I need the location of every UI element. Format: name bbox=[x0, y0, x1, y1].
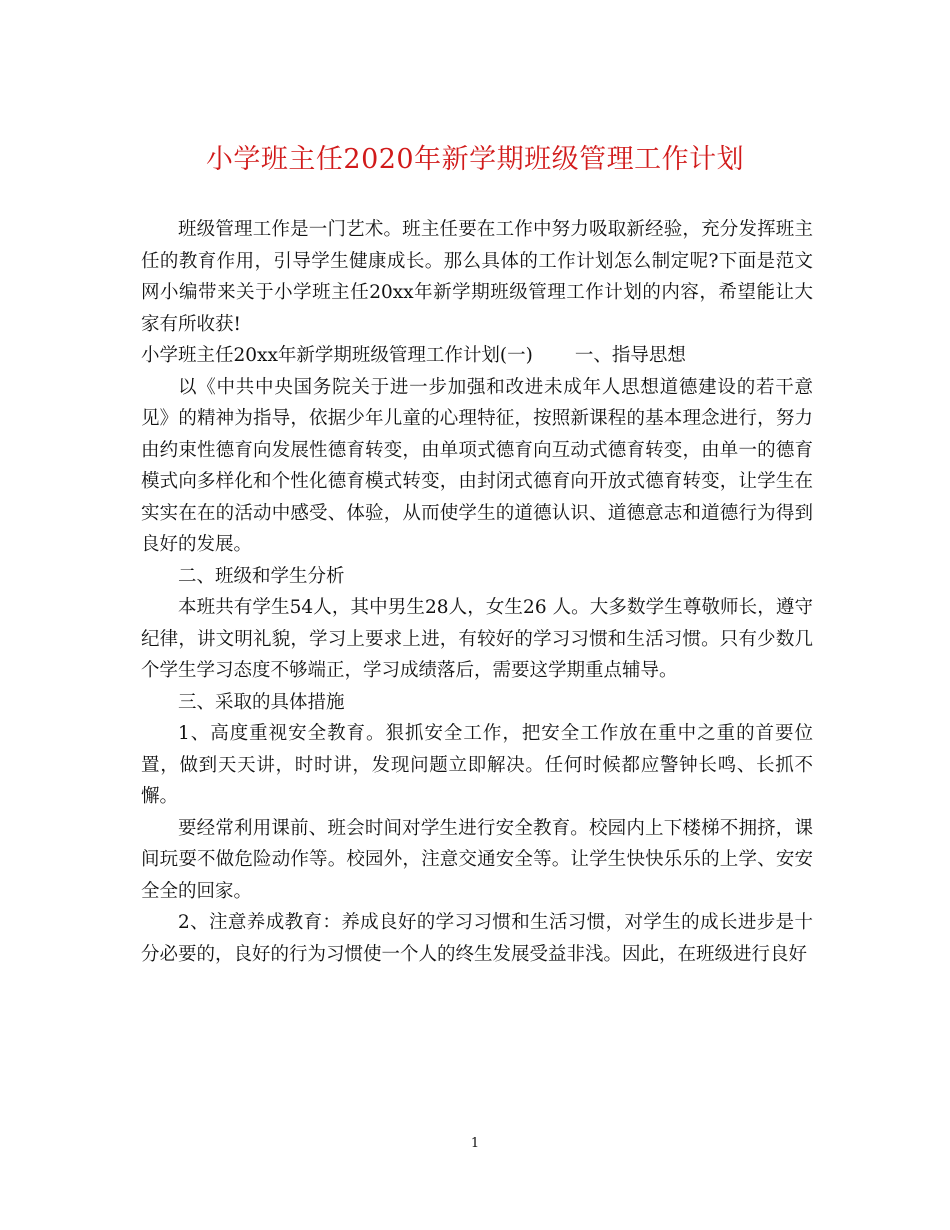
page-number: 1 bbox=[470, 1136, 480, 1151]
plan-heading-line bbox=[141, 340, 813, 372]
measure-item-2: 2、注意养成教育：养成良好的学习习惯和生活习惯，对学生的成长进步是十分必要的，良好的行为习惯使一个人的终生发展受益非浅。因此，在班级进行良好 bbox=[141, 912, 813, 965]
measure-item-1: 1、高度重视安全教育。狠抓安全工作，把安全工作放在重中之重的首要位置，做到天天讲，时时讲，发现问题立即解决。任何时候都应警钟长鸣、长抓不懈。 bbox=[141, 723, 813, 807]
plan-heading: 小学班主任20xx年新学期班级管理工作计划(一) bbox=[141, 345, 533, 366]
section2-body: 本班共有学生54人，其中男生28人，女生26 人。大多数学生尊敬师长，遵守纪律，讲文明礼貌，学习上要求上进，有较好的学习习惯和生活习惯。只有少数几个学生学习态度不够端正，学习成绩落后，需要这学期重点辅导。 bbox=[141, 597, 813, 681]
intro-paragraph: 班级管理工作是一门艺术。班主任要在工作中努力吸取新经验，充分发挥班主任的教育作用，引导学生健康成长。那么具体的工作计划怎么制定呢?下面是范文网小编带来关于小学班主任20xx年新学期班级管理工作计划的内容，希望能让大家有所收获! bbox=[141, 219, 813, 335]
measure-item-1-detail: 要经常利用课前、班会时间对学生进行安全教育。校园内上下楼梯不拥挤，课间玩耍不做危险动作等。校园外，注意交通安全等。让学生快快乐乐的上学、安安全全的回家。 bbox=[141, 817, 813, 902]
section1-body: 以《中共中央国务院关于进一步加强和改进未成年人思想道德建设的若干意见》的精神为指导，依据少年儿童的心理特征，按照新课程的基本理念进行，努力由约束性德育向发展性德育转变，由单项式德育向互动式德育转变，由单一的德育模式向多样化和个性化德育模式转变，由封闭式德育向开放式德育转变，让学生在实实在在的活动中感受、体验，从而使学生的道德认识、道德意志和道德行为得到良好的发展。 bbox=[141, 376, 813, 555]
section2-heading: 二、班级和学生分析 bbox=[178, 565, 345, 587]
document-body bbox=[141, 214, 813, 970]
section1-heading: 一、指导思想 bbox=[574, 345, 686, 366]
section3-heading: 三、采取的具体措施 bbox=[178, 691, 345, 713]
page-title: 小学班主任2020年新学期班级管理工作计划 bbox=[205, 144, 745, 175]
